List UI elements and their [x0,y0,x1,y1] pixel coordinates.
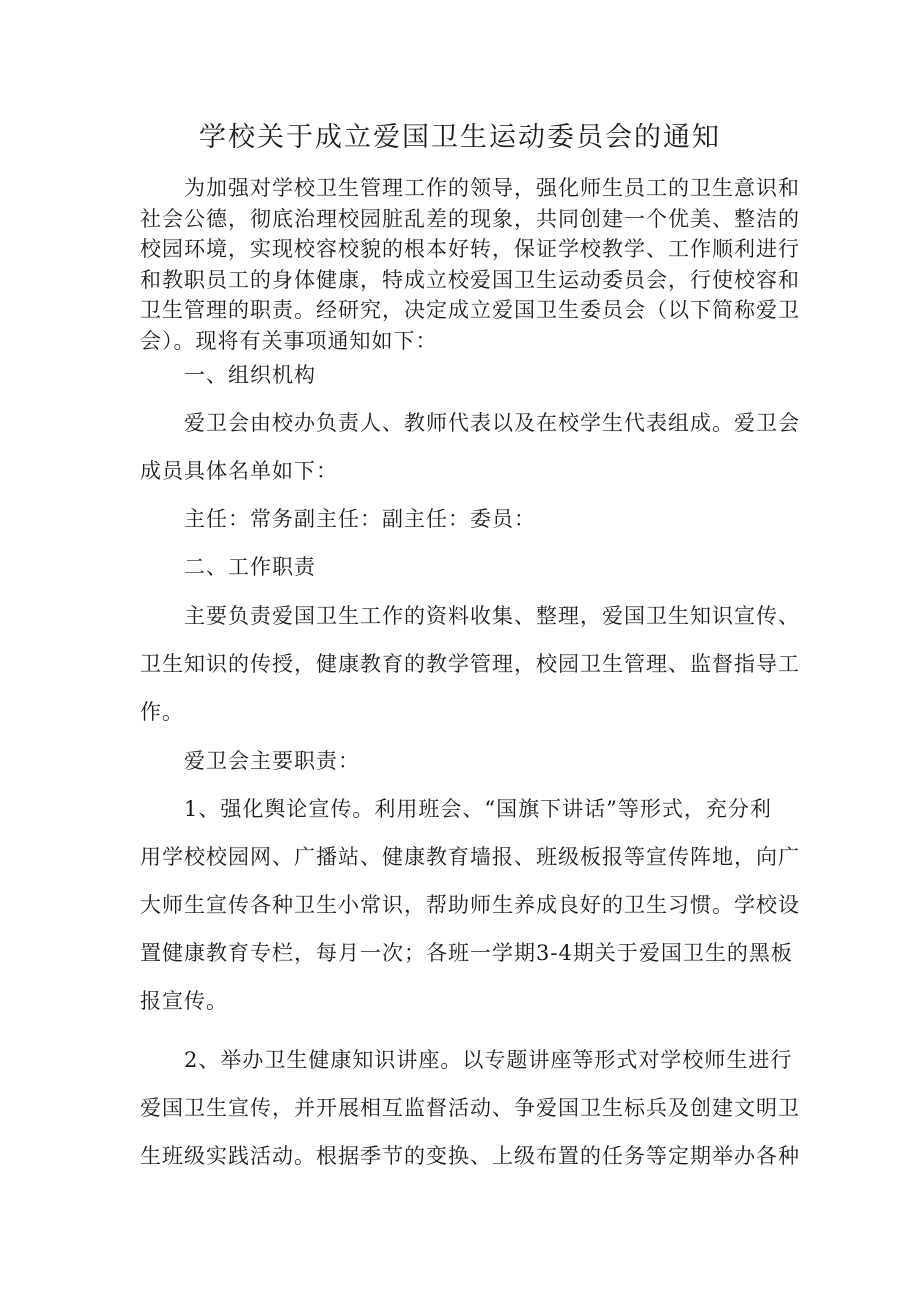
organization-paragraph [140,399,800,495]
intro-paragraph [140,173,800,356]
section-heading-organization [140,351,800,399]
text-line: 主任：常务副主任：副主任：委员： [184,507,536,531]
section-heading-duties [140,543,800,591]
text-line: 社会公德，彻底治理校园脏乱差的现象，共同创建一个优美、整洁的 [140,206,800,231]
text-line: 用学校校园网、广播站、健康教育墙报、班级板报等宣传阵地，向广 [140,845,800,869]
document-title: 学校关于成立爱国卫生运动委员会的通知 [199,122,721,153]
roles-paragraph [140,495,800,543]
text-line: 爱卫会由校办负责人、教师代表以及在校学生代表组成。爱卫会 [184,411,800,435]
text-line: 大师生宣传各种卫生小常识，帮助师生养成良好的卫生习惯。学校设 [140,893,800,917]
text-line: 爱卫会主要职责： [184,749,360,773]
heading-text: 一、组织机构 [184,363,316,387]
text-line: 卫生知识的传授，健康教育的教学管理，校园卫生管理、监督指导工 [140,652,800,676]
text-line: 1、强化舆论宣传。利用班会、“国旗下讲话”等形式，充分利 [184,797,772,821]
text-line: 生班级实践活动。根据季节的变换、上级布置的任务等定期举办各种 [140,1144,800,1168]
text-line: 校园环境，实现校容校貌的根本好转，保证学校教学、工作顺利进行 [140,237,800,261]
main-duties-heading [140,737,800,785]
text-line: 作。 [140,700,184,724]
text-line: 爱国卫生宣传，并开展相互监督活动、争爱国卫生标兵及创建文明卫 [140,1096,800,1120]
text-line: 为加强对学校卫生管理工作的领导，强化师生员工的卫生意识和 [184,176,800,200]
duty-2-paragraph [140,1036,800,1180]
duty-1-paragraph [140,785,800,1025]
text-line: 卫生管理的职责。经研究，决定成立爱国卫生委员会（以下简称爱卫 [140,298,800,322]
text-line: 和教职员工的身体健康，特成立校爱国卫生运动委员会，行使校容和 [140,267,800,292]
text-line: 置健康教育专栏，每月一次；各班一学期3-4期关于爱国卫生的黑板 [140,941,793,965]
heading-text: 二、工作职责 [184,555,316,579]
text-line: 成员具体名单如下： [140,459,338,483]
text-line: 报宣传。 [140,989,228,1013]
text-line: 会）。现将有关事项通知如下： [140,328,438,353]
text-line: 主要负责爱国卫生工作的资料收集、整理，爱国卫生知识宣传、 [184,604,800,628]
text-line: 2、举办卫生健康知识讲座。以专题讲座等形式对学校师生进行 [184,1048,793,1072]
duties-paragraph [140,592,800,736]
